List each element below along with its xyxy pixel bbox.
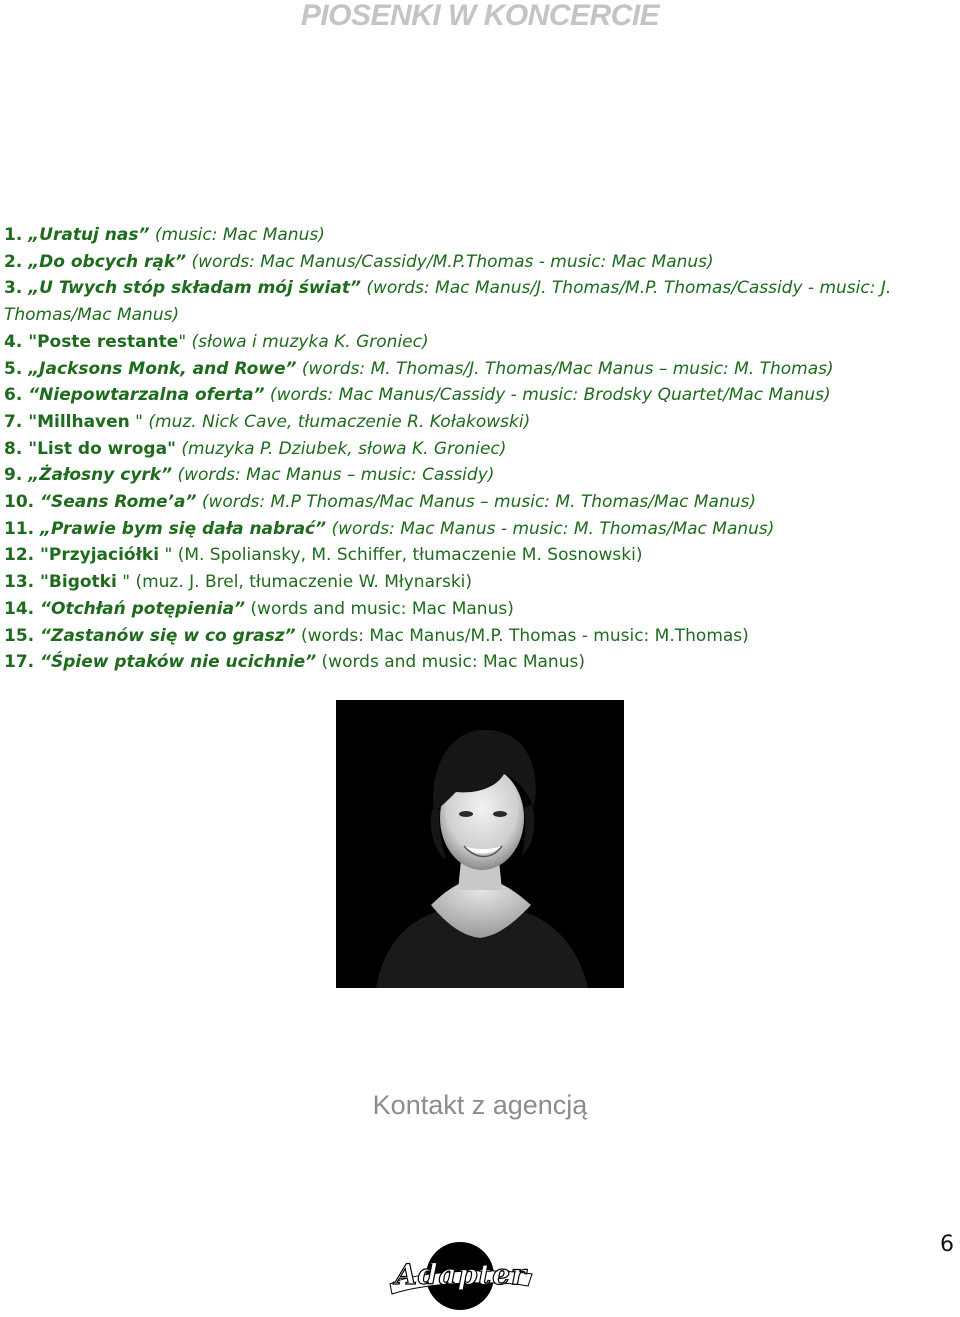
artist-photo (336, 700, 624, 988)
song-open-quote: „ (22, 251, 40, 272)
song-title: Seans Rome’a (51, 492, 186, 513)
song-number: 1. (4, 225, 23, 245)
list-item (4, 249, 954, 276)
list-item (4, 356, 954, 383)
song-close-quote: ” (161, 465, 173, 486)
song-close-quote: ” (349, 278, 361, 299)
song-number: 6. (4, 385, 23, 406)
song-open-quote: „ (34, 518, 51, 539)
list-item (4, 516, 954, 543)
song-title: List do wroga (37, 438, 168, 459)
song-open-quote: “ (34, 652, 51, 673)
song-title: Śpiew ptaków nie ucichnie (51, 652, 306, 673)
song-open-quote: " (34, 572, 49, 593)
song-number: 10. (4, 492, 35, 513)
song-credits: (words: M. Thomas/J. Thomas/Mac Manus – music: M. Thomas) (296, 358, 834, 379)
song-credits: (words: M.P Thomas/Mac Manus – music: M. Thomas/Mac Manus) (196, 492, 756, 513)
song-close-quote: " (116, 572, 131, 593)
song-credits: (M. Spoliansky, M. Schiffer, tłumaczenie M. Sosnowski) (172, 545, 643, 566)
song-credits: (words: Mac Manus/J. Thomas/M.P. Thomas/Cassidy - music: J. Thomas/Mac Manus) (4, 278, 892, 326)
song-open-quote: " (22, 331, 38, 352)
page-title: PIOSENKI W KONCERCIE (300, 0, 660, 32)
song-credits: (words: Mac Manus - music: M. Thomas/Mac Manus) (326, 518, 775, 539)
song-close-quote: ” (185, 492, 197, 513)
song-number: 17. (4, 652, 35, 673)
song-number: 15. (4, 625, 35, 646)
song-title: Zastanów się w co grasz (51, 625, 285, 646)
song-title: U Twych stóp składam mój świat (39, 278, 350, 299)
song-credits: (words and music: Mac Manus) (316, 652, 585, 673)
list-item (4, 436, 954, 463)
song-number: 9. (4, 465, 23, 486)
list-item (4, 542, 954, 569)
song-credits: (words and music: Mac Manus) (245, 598, 514, 619)
song-open-quote: „ (22, 465, 40, 486)
list-item (4, 596, 954, 623)
song-title: Prawie bym się dała nabrać (51, 518, 316, 539)
list-item (4, 623, 954, 650)
song-number: 4. (4, 331, 23, 352)
song-credits: (muz. J. Brel, tłumaczenie W. Młynarski) (130, 572, 473, 593)
song-number: 7. (4, 411, 23, 432)
song-close-quote: ” (315, 518, 327, 539)
song-open-quote: „ (22, 225, 40, 245)
song-credits: (music: Mac Manus) (149, 225, 325, 245)
song-open-quote: „ (22, 278, 40, 299)
song-list (4, 222, 954, 676)
list-item (4, 275, 934, 328)
song-number: 8. (4, 438, 23, 459)
list-item (4, 222, 954, 249)
list-item (4, 462, 954, 489)
song-title: Poste restante (37, 331, 179, 352)
song-number: 5. (4, 358, 23, 379)
song-open-quote: „ (22, 358, 40, 379)
song-close-quote: ” (284, 625, 296, 646)
song-close-quote: ” (305, 652, 317, 673)
song-open-quote: " (34, 545, 49, 566)
page-number: 6 (940, 1232, 954, 1257)
contact-agency-link[interactable]: Kontakt z agencją (372, 1090, 588, 1120)
song-credits: (words: Mac Manus – music: Cassidy) (172, 465, 495, 486)
song-number: 11. (4, 518, 35, 539)
song-credits: (muz. Nick Cave, tłumaczenie R. Kołakowski) (143, 411, 531, 432)
song-credits: (muzyka P. Dziubek, słowa K. Groniec) (175, 438, 507, 459)
song-title: Uratuj nas (39, 225, 139, 245)
list-item (4, 649, 954, 676)
song-open-quote: " (22, 438, 38, 459)
song-open-quote: “ (34, 492, 51, 513)
list-item (4, 489, 954, 516)
song-close-quote: ” (234, 598, 246, 619)
adapter-logo (388, 1240, 534, 1312)
song-number: 14. (4, 598, 35, 619)
song-credits: (words: Mac Manus/Cassidy - music: Brodsky Quartet/Mac Manus) (264, 385, 831, 406)
song-title: Żałosny cyrk (39, 465, 162, 486)
song-close-quote: ” (285, 358, 297, 379)
song-close-quote: ” (253, 385, 265, 406)
song-title: Do obcych rąk (39, 251, 176, 272)
song-title: Bigotki (48, 572, 117, 593)
song-number: 12. (4, 545, 35, 566)
song-close-quote: ” (175, 251, 187, 272)
song-title: Jacksons Monk, and Rowe (39, 358, 286, 379)
song-open-quote: “ (22, 385, 40, 406)
song-title: Niepowtarzalna oferta (39, 385, 254, 406)
song-close-quote: " (167, 438, 176, 459)
song-number: 13. (4, 572, 35, 593)
song-open-quote: “ (34, 625, 51, 646)
song-close-quote: " (129, 411, 143, 432)
song-number: 2. (4, 251, 23, 272)
song-open-quote: " (22, 411, 38, 432)
artist-photo-drawing (336, 700, 624, 988)
song-close-quote: ” (138, 225, 150, 245)
list-item (4, 409, 954, 436)
song-title: Otchłań potępienia (51, 598, 235, 619)
song-close-quote: " (159, 545, 173, 566)
logo-text: Adapter (395, 1258, 527, 1291)
list-item (4, 569, 954, 596)
list-item (4, 329, 954, 356)
song-open-quote: “ (34, 598, 51, 619)
song-title: Millhaven (37, 411, 130, 432)
song-title: Przyjaciółki (48, 545, 160, 566)
song-credits: (słowa i muzyka K. Groniec) (186, 331, 429, 352)
song-credits: (words: Mac Manus/Cassidy/M.P.Thomas - music: Mac Manus) (186, 251, 714, 272)
song-number: 3. (4, 278, 23, 299)
song-close-quote: " (178, 331, 187, 352)
list-item (4, 382, 954, 409)
song-credits: (words: Mac Manus/M.P. Thomas - music: M.Thomas) (295, 625, 749, 646)
